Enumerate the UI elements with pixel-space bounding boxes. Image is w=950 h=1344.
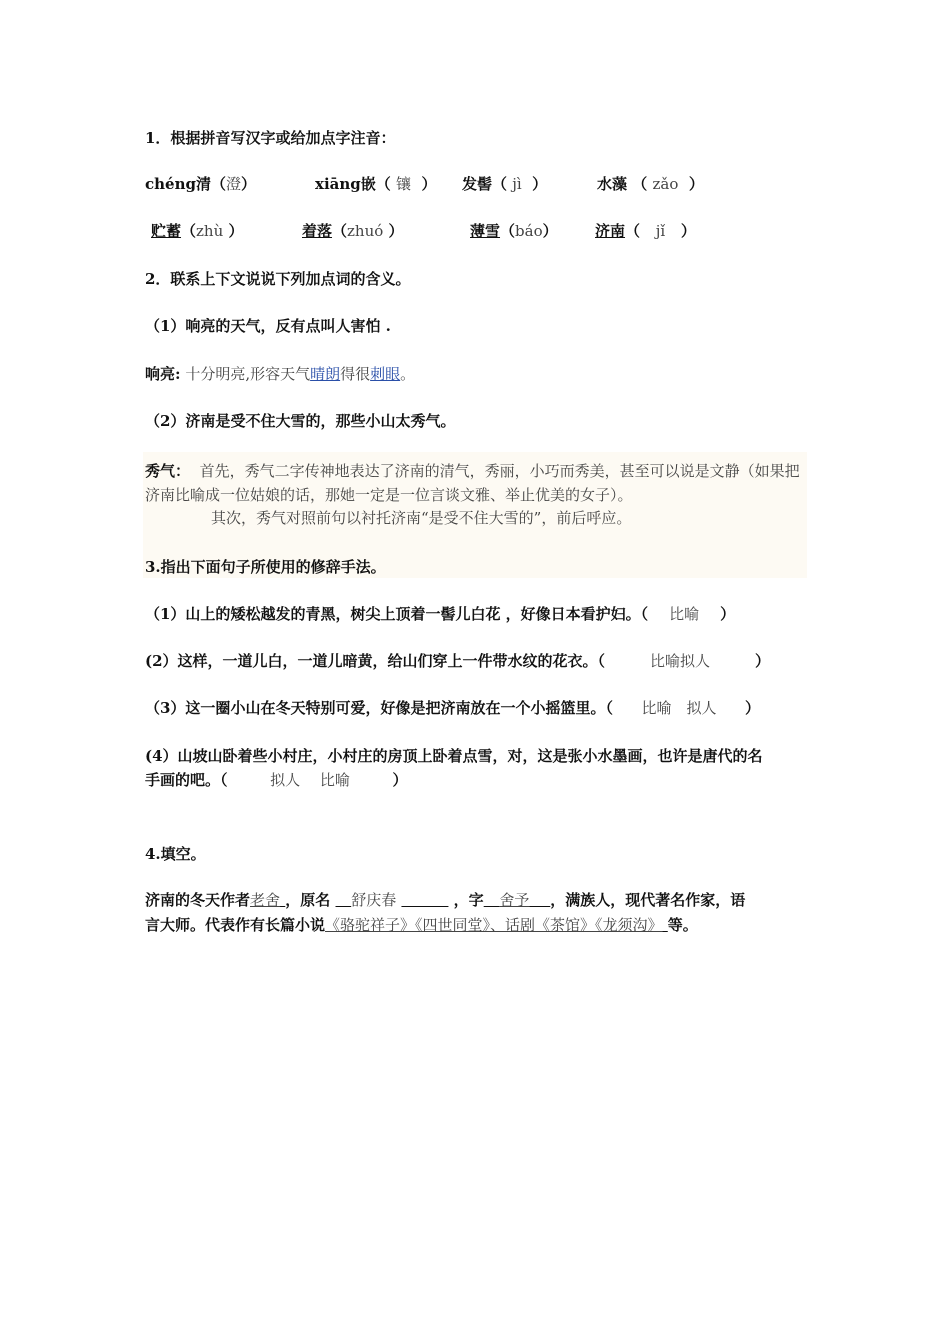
pinyin-item: 贮蓄（zhù ） <box>151 222 244 240</box>
question-2-sentence-2: （2）济南是受不住大雪的，那些小山太秀气。 <box>145 412 456 430</box>
question-1-title: 1．根据拼音写汉字或给加点字注音： <box>145 129 396 147</box>
question-2-answer-1: 响亮: 十分明亮,形容天气晴朗得很刺眼。 <box>145 365 416 383</box>
question-2-title: 2．联系上下文说说下列加点词的含义。 <box>145 270 411 288</box>
question-2-answer-2: 秀气： 首先，秀气二字传神地表达了济南的清气，秀丽，小巧而秀美，甚至可以说是文静（如果把济南比喻成一位姑娘的话，那她一定是一位言谈文雅、举止优美的女子）。 <box>145 462 800 504</box>
question-4-line-1: 济南的冬天作者老舍 ，原名 舒庆春 ，字 舍予 ，满族人，现代著名作家，语 <box>145 891 746 909</box>
question-4-title: 4.填空。 <box>145 845 206 863</box>
question-3-item-4: (4）山坡山卧着些小村庄，小村庄的房顶上卧着点雪，对，这是张小水墨画，也许是唐代的名 <box>145 747 763 765</box>
answer-label: 响亮: <box>145 365 181 383</box>
link-ciyan[interactable]: 刺眼 <box>370 365 401 383</box>
question-3-item-1: （1）山上的矮松越发的青黑，树尖上顶着一髻儿白花 ，好像日本看护妇。（ 比喻 ） <box>145 605 736 623</box>
pinyin-item: 薄雪（báo） <box>470 222 558 240</box>
question-1-row-2 <box>151 220 696 242</box>
question-2-sentence-1: （1）响亮的天气，反有点叫人害怕 . <box>145 317 391 335</box>
blank-author: 老舍 <box>250 891 281 909</box>
pinyin-item: xiāng嵌（ 镶 ） <box>315 175 437 193</box>
pinyin-item: 水藻 （ zǎo ） <box>597 175 704 193</box>
question-3-title: 3.指出下面句子所使用的修辞手法。 <box>145 558 386 576</box>
pinyin-item: 济南（ jǐ ） <box>595 222 696 240</box>
blank-style-name: 舍予 <box>499 891 530 909</box>
blank-original-name: 舒庆春 <box>351 891 397 909</box>
question-1-row-1 <box>145 173 704 195</box>
question-3-item-3: （3）这一圈小山在冬天特别可爱，好像是把济南放在一个小摇篮里。（ 比喻 拟人 ） <box>145 699 760 717</box>
question-3-item-2: (2）这样，一道儿白，一道儿暗黄，给山们穿上一件带水纹的花衣。（ 比喻拟人 ） <box>145 652 771 670</box>
question-3-item-4-cont: 手画的吧。（ 拟人 比喻 ） <box>145 771 408 789</box>
pinyin-item: 着落（zhuó ） <box>302 222 404 240</box>
pinyin-item: chéng清（澄） <box>145 175 257 193</box>
pinyin-item: 发髻（ jì ） <box>462 175 548 193</box>
question-4-line-2: 言大师。代表作有长篇小说《骆驼祥子》《四世同堂》、话剧《茶馆》《龙须沟》 等。 <box>145 916 698 934</box>
blank-works: 《骆驼祥子》《四世同堂》、话剧《茶馆》《龙须沟》 <box>325 916 663 934</box>
link-qinglang[interactable]: 晴朗 <box>310 365 341 383</box>
question-2-answer-2-cont: 其次，秀气对照前句以衬托济南“是受不住大雪的”，前后呼应。 <box>211 509 632 527</box>
answer-label: 秀气： <box>145 462 191 480</box>
